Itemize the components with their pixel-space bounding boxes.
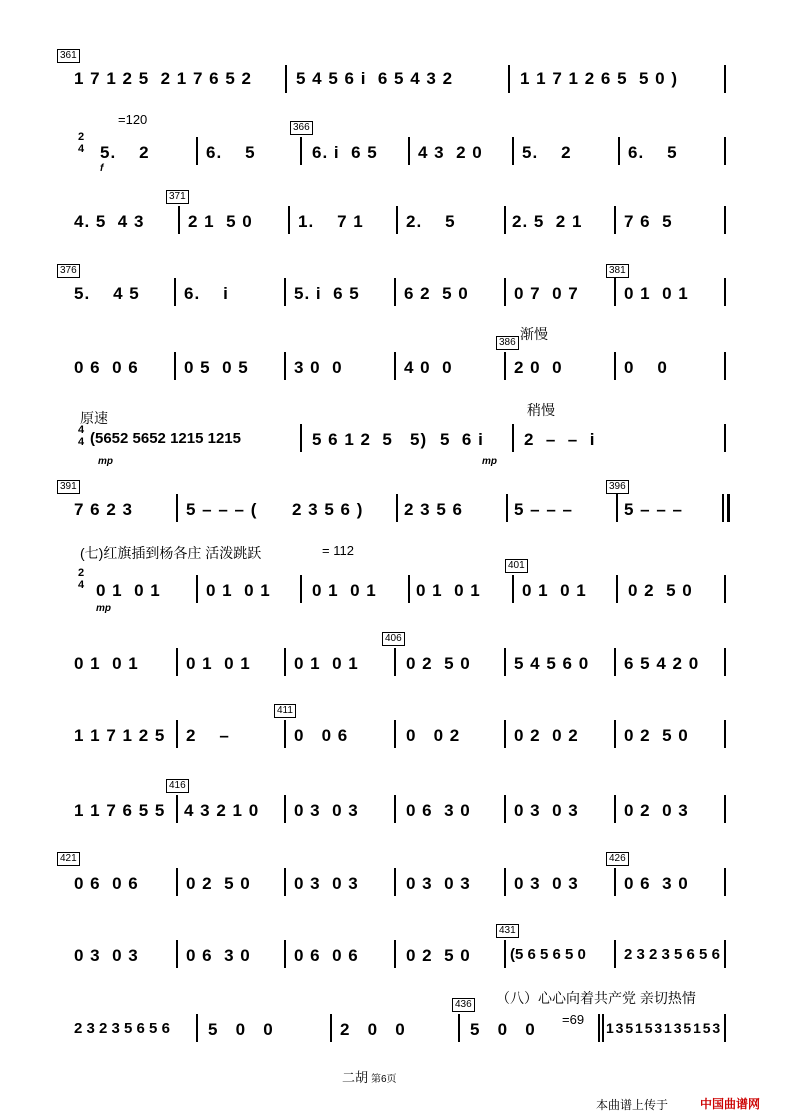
barline [618, 137, 620, 165]
barline [458, 1014, 460, 1042]
measure: 0 2 5 0 [186, 874, 251, 893]
measure: 0 2 0 2 [514, 726, 579, 745]
barline [616, 494, 618, 522]
staff-row-1 [0, 45, 790, 105]
measure-number: 361 [57, 49, 80, 63]
barline [724, 795, 726, 823]
measure: 0 6 0 6 [294, 946, 359, 965]
measure: 6 5 4 2 0 [624, 654, 700, 673]
staff-row-5 [0, 326, 790, 390]
measure: 0 0 [624, 358, 668, 377]
measure-number: 381 [606, 264, 629, 278]
tempo-marking: =120 [118, 112, 148, 127]
measure-number: 366 [290, 121, 313, 135]
measure: 2 3 2 3 5 6 5 6 [624, 946, 720, 963]
annotation-shaoman: 稍慢 [527, 402, 555, 418]
measure: 5 – – – [624, 500, 683, 519]
dynamic-marking: f [100, 163, 104, 174]
measure-number: 426 [606, 852, 629, 866]
barline [396, 206, 398, 234]
barline [724, 137, 726, 165]
measure: 0 3 0 3 [294, 874, 359, 893]
measure: 1 7 1 2 5 2 1 7 6 5 2 [74, 69, 252, 88]
barline [330, 1014, 332, 1042]
barline [508, 65, 510, 93]
measure-number: 401 [505, 559, 528, 573]
measure: 3 0 0 [294, 358, 343, 377]
barline [394, 278, 396, 306]
barline [176, 648, 178, 676]
measure: 0 2 5 0 [406, 654, 471, 673]
measure: 2. 5 2 1 [512, 212, 583, 231]
barline [614, 795, 616, 823]
measure-number: 371 [166, 190, 189, 204]
barline [504, 720, 506, 748]
staff-row-4 [0, 260, 790, 320]
measure-number: 436 [452, 998, 475, 1012]
double-barline [602, 1014, 604, 1042]
measure: 2 0 0 [514, 358, 563, 377]
barline [512, 575, 514, 603]
measure-number: 416 [166, 779, 189, 793]
footer-instrument: 二胡 [342, 1070, 369, 1085]
measure: 0 6 3 0 [186, 946, 251, 965]
barline [284, 940, 286, 968]
measure: 2 3 5 6 ) [292, 500, 364, 519]
measure: 0 1 0 1 [294, 654, 359, 673]
measure: 0 1 0 1 [186, 654, 251, 673]
barline [174, 352, 176, 380]
measure: 2 – [186, 726, 230, 745]
measure-number: 406 [382, 632, 405, 646]
tempo-marking: =69 [562, 1012, 585, 1027]
measure: 6. 5 [206, 143, 256, 162]
measure-number: 421 [57, 852, 80, 866]
staff-row-9 [0, 630, 790, 690]
section-title-8: （八）心心向着共产党 亲切热情 [496, 990, 696, 1006]
site-logo[interactable]: 中国曲谱网 [700, 1097, 761, 1111]
barline [196, 1014, 198, 1042]
measure: 1 3 5 1 5 3 1 3 5 1 5 3 [606, 1020, 720, 1036]
measure: 0 2 5 0 [628, 581, 693, 600]
barline [394, 940, 396, 968]
measure-number: 411 [274, 704, 296, 718]
upload-credit: 本曲谱上传于 [596, 1098, 669, 1112]
barline [394, 795, 396, 823]
barline [724, 1014, 726, 1042]
measure: 2. 5 [406, 212, 456, 231]
barline [614, 940, 616, 968]
measure: 5 4 5 6 0 [514, 654, 590, 673]
measure: 2 3 5 6 [404, 500, 463, 519]
measure: 0 2 5 0 [406, 946, 471, 965]
measure-number: 391 [57, 480, 80, 494]
barline [724, 278, 726, 306]
staff-row-12 [0, 848, 790, 908]
measure: 0 3 0 3 [514, 801, 579, 820]
measure: 4 3 2 1 0 [184, 801, 260, 820]
barline [614, 278, 616, 306]
measure: 5 – – – ( [186, 500, 258, 519]
annotation-jianman: 渐慢 [520, 326, 548, 342]
barline [614, 720, 616, 748]
measure: 0 5 0 5 [184, 358, 249, 377]
measure: 0 0 6 [294, 726, 349, 745]
barline [285, 65, 287, 93]
measure: 0 1 0 1 [74, 654, 139, 673]
barline [504, 795, 506, 823]
barline [176, 795, 178, 823]
barline [614, 648, 616, 676]
measure-number: 431 [496, 924, 519, 938]
barline [394, 648, 396, 676]
measure: 1 1 7 6 5 5 [74, 801, 166, 820]
barline [176, 494, 178, 522]
measure: 7 6 5 [624, 212, 673, 231]
measure-number: 376 [57, 264, 80, 278]
measure: 5 0 0 [470, 1020, 536, 1039]
barline [300, 424, 302, 452]
measure: 5 – – – [514, 500, 573, 519]
measure: 5 6 1 2 5 5) [312, 430, 428, 449]
barline [300, 137, 302, 165]
measure: 0 7 0 7 [514, 284, 579, 303]
barline [300, 575, 302, 603]
measure: 1. 7 1 [298, 212, 364, 231]
measure: 6 2 5 0 [404, 284, 469, 303]
measure: 6. i [184, 284, 229, 303]
barline [176, 720, 178, 748]
staff-row-6 [0, 402, 790, 467]
barline [598, 1014, 600, 1042]
measure: 2 – – i [524, 430, 596, 449]
barline [504, 352, 506, 380]
measure: 0 3 0 3 [406, 874, 471, 893]
measure: 5 4 5 6 i 6 5 4 3 2 [296, 69, 454, 88]
barline [504, 206, 506, 234]
measure: 2 3 2 3 5 6 5 6 [74, 1020, 170, 1037]
measure: 1 1 7 1 2 6 5 5 0 ) [520, 69, 678, 88]
measure: (5652 5652 1215 1215 [90, 430, 241, 447]
barline [614, 206, 616, 234]
measure: 4 0 0 [404, 358, 453, 377]
measure: 0 3 0 3 [74, 946, 139, 965]
dynamic-marking: mp [96, 603, 111, 614]
staff-row-3 [0, 190, 790, 250]
measure: 6. i 6 5 [312, 143, 378, 162]
measure: 0 6 0 6 [74, 358, 139, 377]
measure: 0 1 0 1 [522, 581, 587, 600]
measure: 0 3 0 3 [514, 874, 579, 893]
barline [724, 65, 726, 93]
barline [614, 868, 616, 896]
staff-row-7 [0, 478, 790, 538]
barline [724, 575, 726, 603]
barline [284, 278, 286, 306]
tempo-marking: = 112 [322, 543, 354, 558]
measure: 0 2 0 3 [624, 801, 689, 820]
barline [284, 868, 286, 896]
barline [616, 575, 618, 603]
barline [512, 424, 514, 452]
measure: 1 1 7 1 2 5 [74, 726, 166, 745]
measure: 4. 5 4 3 [74, 212, 145, 231]
measure: 5. 2 [522, 143, 572, 162]
measure: 0 1 0 1 [416, 581, 481, 600]
barline [284, 720, 286, 748]
measure: 0 6 0 6 [74, 874, 139, 893]
time-signature: 4 4 [78, 424, 85, 448]
measure: 7 6 2 3 [74, 500, 133, 519]
barline [724, 720, 726, 748]
measure: 2 0 0 [340, 1020, 406, 1039]
staff-row-13 [0, 920, 790, 980]
barline [724, 940, 726, 968]
staff-row-2 [0, 112, 790, 175]
measure: 0 6 3 0 [624, 874, 689, 893]
staff-row-8 [0, 543, 790, 614]
barline [284, 648, 286, 676]
measure: 5 6 i [440, 430, 484, 449]
barline [408, 575, 410, 603]
section-title-7: (七)红旗插到杨各庄 活泼跳跃 [80, 545, 262, 561]
barline [176, 940, 178, 968]
barline [288, 206, 290, 234]
footer-page-number: 第6页 [371, 1074, 397, 1085]
barline [724, 424, 726, 452]
barline [394, 868, 396, 896]
barline [396, 494, 398, 522]
barline [394, 720, 396, 748]
annotation-yuansu: 原速 [80, 410, 108, 426]
barline [176, 868, 178, 896]
barline [196, 575, 198, 603]
measure: 0 6 3 0 [406, 801, 471, 820]
time-signature: 2 4 [78, 131, 85, 155]
staff-row-14 [0, 990, 790, 1050]
measure: 0 1 0 1 [624, 284, 689, 303]
measure: 0 1 0 1 [206, 581, 271, 600]
measure: 0 0 2 [406, 726, 461, 745]
dynamic-marking: mp [482, 456, 497, 467]
measure: 2 1 5 0 [188, 212, 253, 231]
measure: 0 2 5 0 [624, 726, 689, 745]
measure-number: 396 [606, 480, 629, 494]
dynamic-marking: mp [98, 456, 113, 467]
barline [724, 352, 726, 380]
measure: 6. 5 [628, 143, 678, 162]
barline [512, 137, 514, 165]
barline [504, 940, 506, 968]
barline [506, 494, 508, 522]
barline [284, 795, 286, 823]
staff-row-10 [0, 700, 790, 760]
barline [394, 352, 396, 380]
barline [174, 278, 176, 306]
time-signature: 2 4 [78, 567, 85, 591]
barline [284, 352, 286, 380]
measure: 5 0 0 [208, 1020, 274, 1039]
measure: 5. i 6 5 [294, 284, 360, 303]
measure: (5 6 5 6 5 0 [510, 946, 586, 963]
barline [724, 206, 726, 234]
measure-number: 386 [496, 336, 519, 350]
barline [178, 206, 180, 234]
measure: 5. 4 5 [74, 284, 140, 303]
barline [724, 648, 726, 676]
barline [408, 137, 410, 165]
staff-row-11 [0, 775, 790, 835]
measure: 0 1 0 1 [96, 581, 161, 600]
barline [504, 648, 506, 676]
measure: 5. 2 [100, 143, 150, 162]
measure: 0 1 0 1 [312, 581, 377, 600]
measure: 0 3 0 3 [294, 801, 359, 820]
final-barline [727, 494, 730, 522]
barline [722, 494, 724, 522]
barline [724, 868, 726, 896]
barline [504, 868, 506, 896]
barline [614, 352, 616, 380]
barline [196, 137, 198, 165]
barline [504, 278, 506, 306]
measure: 4 3 2 0 [418, 143, 483, 162]
